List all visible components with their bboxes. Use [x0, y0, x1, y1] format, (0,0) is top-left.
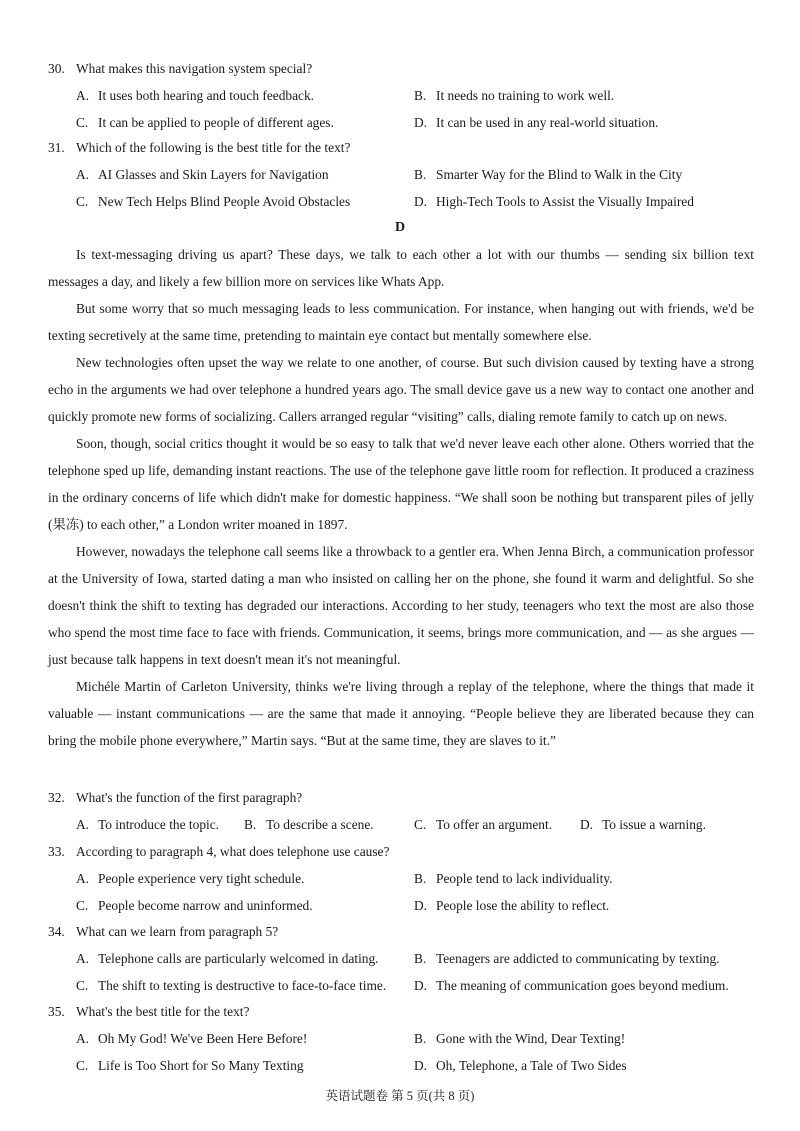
question-text: What makes this navigation system special? — [76, 61, 313, 76]
option-a — [76, 811, 219, 838]
option-letter: D. — [414, 898, 428, 913]
option-b — [414, 1025, 625, 1052]
option-text: To describe a scene. — [266, 817, 374, 832]
option-row — [48, 82, 760, 109]
option-letter: C. — [76, 1058, 89, 1073]
option-a — [76, 865, 304, 892]
option-text: To offer an argument. — [436, 817, 553, 832]
option-letter: D. — [580, 817, 594, 832]
option-b — [414, 865, 613, 892]
question-text: What's the function of the first paragraph? — [76, 790, 303, 805]
option-c — [76, 972, 386, 999]
question-number: 35. — [48, 1004, 65, 1019]
option-text: People become narrow and uninformed. — [98, 898, 313, 913]
option-a — [76, 82, 314, 109]
option-text: Teenagers are addicted to communicating by texting. — [436, 951, 720, 966]
option-text: To issue a warning. — [602, 817, 706, 832]
option-text: High-Tech Tools to Assist the Visually Impaired — [436, 194, 694, 209]
option-a — [76, 945, 379, 972]
option-letter: C. — [76, 978, 89, 993]
question-number: 34. — [48, 924, 65, 939]
reading-passage — [48, 241, 754, 754]
question-35 — [48, 999, 760, 1079]
question-number: 31. — [48, 140, 65, 155]
passage-paragraph-4: Soon, though, social critics thought it would be so easy to talk that we'd never leave each other alone. Others worried that the telephone sped up life, demanding instant reactions. The use of the telephone gave little room for reflection. It produced a craziness in the ordinary concerns of life which didn't make for domestic happiness. “We shall soon be nothing but transparent piles of jelly (果冻) to each other,” a London writer moaned in 1897. — [48, 436, 754, 532]
question-text: Which of the following is the best title for the text? — [76, 140, 351, 155]
option-letter: B. — [414, 951, 427, 966]
option-c — [76, 188, 350, 215]
option-b — [244, 811, 374, 838]
question-stem — [48, 919, 760, 945]
option-d — [414, 188, 694, 215]
option-text: Smarter Way for the Blind to Walk in the City — [436, 167, 683, 182]
option-letter: A. — [76, 167, 90, 182]
option-row — [48, 161, 760, 188]
option-c — [76, 109, 334, 136]
option-text: Telephone calls are particularly welcomed in dating. — [98, 951, 379, 966]
option-b — [414, 945, 720, 972]
option-text: It needs no training to work well. — [436, 88, 615, 103]
option-letter: D. — [414, 978, 428, 993]
option-d — [580, 811, 706, 838]
option-letter: A. — [76, 817, 90, 832]
option-letter: B. — [244, 817, 257, 832]
option-text: People experience very tight schedule. — [98, 871, 305, 886]
option-d — [414, 109, 658, 136]
question-stem — [48, 785, 760, 811]
option-letter: B. — [414, 871, 427, 886]
option-d — [414, 972, 729, 999]
option-row — [48, 972, 760, 999]
option-text: Oh My God! We've Been Here Before! — [98, 1031, 308, 1046]
question-31 — [48, 135, 760, 215]
question-32 — [48, 785, 760, 838]
option-letter: A. — [76, 1031, 90, 1046]
option-text: AI Glasses and Skin Layers for Navigation — [98, 167, 329, 182]
option-letter: C. — [76, 898, 89, 913]
option-b — [414, 161, 682, 188]
option-row — [48, 811, 760, 838]
option-letter: C. — [414, 817, 427, 832]
passage-paragraph-1: Is text-messaging driving us apart? These days, we talk to each other a lot with our thumbs — sending six billion text messages a day, and likely a few billion more on services like Whats App. — [48, 247, 754, 289]
option-text: People tend to lack individuality. — [436, 871, 613, 886]
question-stem — [48, 135, 760, 161]
option-text: New Tech Helps Blind People Avoid Obstacles — [98, 194, 351, 209]
option-row — [48, 1052, 760, 1079]
option-text: It uses both hearing and touch feedback. — [98, 88, 315, 103]
option-letter: C. — [76, 115, 89, 130]
option-letter: A. — [76, 871, 90, 886]
question-number: 33. — [48, 844, 65, 859]
option-letter: B. — [414, 1031, 427, 1046]
passage-paragraph-2: But some worry that so much messaging leads to less communication. For instance, when hanging out with friends, we'd be texting secretively at the same time, pretending to maintain eye contact but mentally somewhere else. — [48, 301, 754, 343]
option-a — [76, 161, 329, 188]
option-d — [414, 892, 609, 919]
question-30 — [48, 56, 760, 136]
question-text: According to paragraph 4, what does telephone use cause? — [76, 844, 390, 859]
option-row — [48, 1025, 760, 1052]
option-b — [414, 82, 614, 109]
option-c — [414, 811, 552, 838]
option-letter: D. — [414, 1058, 428, 1073]
question-text: What's the best title for the text? — [76, 1004, 250, 1019]
option-letter: A. — [76, 88, 90, 103]
question-stem — [48, 839, 760, 865]
question-text: What can we learn from paragraph 5? — [76, 924, 279, 939]
question-stem — [48, 56, 760, 82]
option-text: It can be applied to people of different ages. — [98, 115, 334, 130]
section-heading: D — [394, 220, 406, 235]
option-c — [76, 1052, 304, 1079]
option-a — [76, 1025, 307, 1052]
passage-paragraph-6: Michéle Martin of Carleton University, thinks we're living through a replay of the telephone, where the things that made it valuable — instant communications — are the same that made it annoying. “People believe they are liberated because they can bring the mobile phone everywhere,” Martin says. “But at the same time, they are slaves to it.” — [48, 679, 754, 748]
question-number: 32. — [48, 790, 65, 805]
option-letter: D. — [414, 115, 428, 130]
option-text: Oh, Telephone, a Tale of Two Sides — [436, 1058, 627, 1073]
option-d — [414, 1052, 627, 1079]
option-letter: D. — [414, 194, 428, 209]
option-row — [48, 892, 760, 919]
option-c — [76, 892, 313, 919]
option-text: It can be used in any real-world situation. — [436, 115, 659, 130]
question-33 — [48, 839, 760, 919]
option-letter: B. — [414, 88, 427, 103]
option-row — [48, 865, 760, 892]
option-letter: A. — [76, 951, 90, 966]
option-text: People lose the ability to reflect. — [436, 898, 610, 913]
option-letter: B. — [414, 167, 427, 182]
option-row — [48, 945, 760, 972]
option-row — [48, 188, 760, 215]
passage-paragraph-3: New technologies often upset the way we relate to one another, of course. But such division caused by texting have a strong echo in the arguments we had over telephone a hundred years ago. The small device gave us a new way to contact one another and quickly promote new forms of socializing. Callers arranged regular “visiting” calls, dialing remote family to catch up on news. — [48, 355, 754, 424]
question-34 — [48, 919, 760, 999]
question-stem — [48, 999, 760, 1025]
option-letter: C. — [76, 194, 89, 209]
option-text: Life is Too Short for So Many Texting — [98, 1058, 304, 1073]
page-footer: 英语试题卷 第 5 页(共 8 页) — [325, 1089, 475, 1103]
option-text: The shift to texting is destructive to face-to-face time. — [98, 978, 387, 993]
question-number: 30. — [48, 61, 65, 76]
option-text: To introduce the topic. — [98, 817, 220, 832]
option-text: Gone with the Wind, Dear Texting! — [436, 1031, 626, 1046]
option-text: The meaning of communication goes beyond medium. — [436, 978, 729, 993]
option-row — [48, 109, 760, 136]
passage-paragraph-5: However, nowadays the telephone call seems like a throwback to a gentler era. When Jenna Birch, a communication professor at the University of Iowa, started dating a man who insisted on calling her on the phone, she found it warm and delightful. So she doesn't think the shift to texting has degraded our interactions. According to her study, teenagers who text the most are also those who spend the most time face to face with friends. Communication, it seems, brings more communication, and — as she argues — just because talk happens in text doesn't mean it's not meaningful. — [48, 544, 754, 667]
